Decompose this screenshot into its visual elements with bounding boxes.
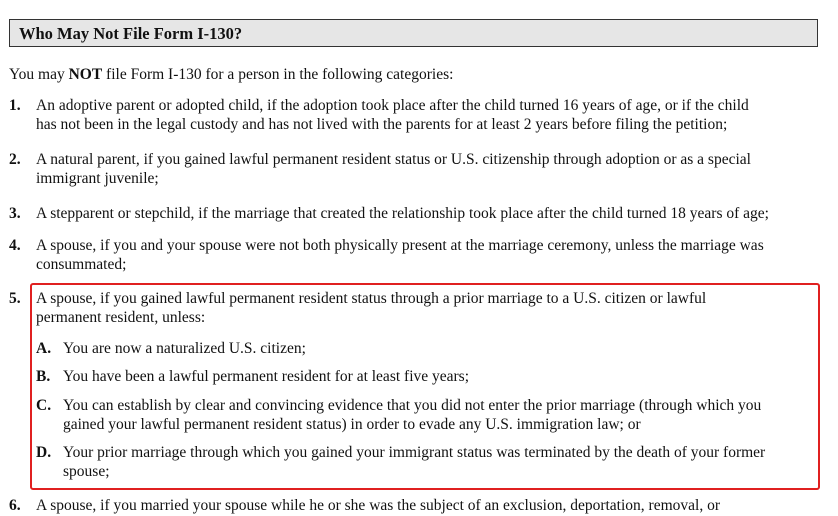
- sub-item-line: Your prior marriage through which you gained your immigrant status was terminated by the death of your former: [63, 444, 766, 461]
- item-line: A natural parent, if you gained lawful permanent resident status or U.S. citizenship through adoption or as a special: [36, 151, 751, 168]
- item-line: has not been in the legal custody and has not lived with the parents for at least 2 years before filing the petition;: [36, 116, 728, 133]
- item-number: 5.: [9, 290, 21, 307]
- item-text: [36, 236, 826, 274]
- sub-item-letter: B.: [36, 368, 51, 385]
- sub-item-line: You can establish by clear and convincing evidence that you did not enter the prior marriage (through which you: [63, 397, 762, 414]
- item-number: 1.: [9, 97, 21, 114]
- intro-before: You may: [9, 66, 69, 83]
- sub-item-line: gained your lawful permanent resident status) in order to evade any U.S. immigration law; or: [63, 416, 641, 433]
- sub-item-letter: D.: [36, 444, 52, 461]
- item-number: 3.: [9, 205, 21, 222]
- section-title: Who May Not File Form I-130?: [9, 19, 818, 47]
- item-number: 6.: [9, 497, 21, 514]
- item-line: immigrant juvenile;: [36, 170, 159, 187]
- sub-item-letter: C.: [36, 397, 52, 414]
- item-number: 2.: [9, 151, 21, 168]
- intro-emphasis: NOT: [68, 66, 103, 83]
- item-text: [36, 204, 826, 223]
- item-line: A spouse, if you married your spouse while he or she was the subject of an exclusion, deportation, removal, or: [36, 497, 720, 514]
- sub-item-text: [63, 367, 823, 386]
- item-line: A spouse, if you gained lawful permanent resident status through a prior marriage to a U.S. citizen or lawful: [36, 290, 707, 307]
- sub-item-text: [63, 396, 823, 434]
- item-line: A spouse, if you and your spouse were not both physically present at the marriage ceremony, unless the marriage was: [36, 237, 764, 254]
- item-text: [36, 496, 826, 515]
- item-line: A stepparent or stepchild, if the marriage that created the relationship took place after the child turned 18 years of age;: [36, 205, 769, 222]
- sub-item-text: [63, 339, 823, 358]
- sub-item-text: [63, 443, 823, 481]
- sub-item-line: You have been a lawful permanent resident for at least five years;: [63, 368, 470, 385]
- sub-item-line: You are now a naturalized U.S. citizen;: [63, 340, 306, 357]
- item-text: [36, 150, 826, 188]
- item-line: consummated;: [36, 256, 127, 273]
- item-line: permanent resident, unless:: [36, 309, 206, 326]
- item-number: 4.: [9, 237, 21, 254]
- intro-after: file Form I-130 for a person in the following categories:: [102, 66, 454, 83]
- intro-text: [9, 66, 453, 84]
- item-line: An adoptive parent or adopted child, if the adoption took place after the child turned 16 years of age, or if the child: [36, 97, 749, 114]
- item-text: [36, 96, 826, 134]
- item-text: [36, 289, 826, 327]
- sub-item-letter: A.: [36, 340, 52, 357]
- sub-item-line: spouse;: [63, 463, 110, 480]
